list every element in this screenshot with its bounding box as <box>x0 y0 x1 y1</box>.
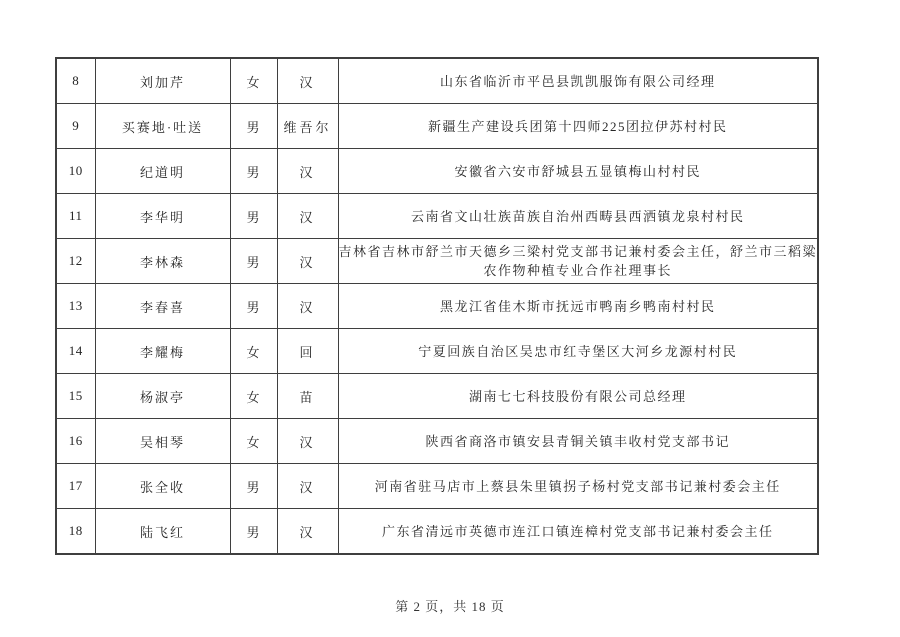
table-row <box>56 509 818 555</box>
cell-number: 15 <box>56 374 95 419</box>
cell-description: 陕西省商洛市镇安县青铜关镇丰收村党支部书记 <box>338 419 818 464</box>
cell-gender: 女 <box>230 58 277 104</box>
cell-name: 李华明 <box>95 194 230 239</box>
cell-name: 李春喜 <box>95 284 230 329</box>
cell-description: 云南省文山壮族苗族自治州西畴县西洒镇龙泉村村民 <box>338 194 818 239</box>
cell-ethnicity: 回 <box>277 329 338 374</box>
cell-description: 湖南七七科技股份有限公司总经理 <box>338 374 818 419</box>
table-row <box>56 329 818 374</box>
cell-description: 吉林省吉林市舒兰市天德乡三梁村党支部书记兼村委会主任，舒兰市三稻粱农作物种植专业合作社理事长 <box>338 239 818 284</box>
cell-number: 18 <box>56 509 95 555</box>
cell-number: 16 <box>56 419 95 464</box>
cell-number: 11 <box>56 194 95 239</box>
cell-name: 纪道明 <box>95 149 230 194</box>
cell-name: 杨淑亭 <box>95 374 230 419</box>
cell-name: 李林森 <box>95 239 230 284</box>
cell-gender: 男 <box>230 509 277 555</box>
table-row <box>56 464 818 509</box>
table-row <box>56 104 818 149</box>
cell-name: 买赛地·吐送 <box>95 104 230 149</box>
table-row <box>56 149 818 194</box>
cell-number: 9 <box>56 104 95 149</box>
cell-number: 17 <box>56 464 95 509</box>
cell-ethnicity: 汉 <box>277 58 338 104</box>
cell-ethnicity: 汉 <box>277 419 338 464</box>
cell-ethnicity: 汉 <box>277 284 338 329</box>
cell-number: 8 <box>56 58 95 104</box>
cell-gender: 男 <box>230 284 277 329</box>
cell-gender: 男 <box>230 239 277 284</box>
cell-ethnicity: 汉 <box>277 239 338 284</box>
cell-name: 张全收 <box>95 464 230 509</box>
cell-description: 广东省清远市英德市连江口镇连樟村党支部书记兼村委会主任 <box>338 509 818 555</box>
cell-ethnicity: 汉 <box>277 194 338 239</box>
cell-number: 10 <box>56 149 95 194</box>
cell-number: 14 <box>56 329 95 374</box>
page-number-footer: 第 2 页，共 18 页 <box>395 599 505 614</box>
table-row <box>56 419 818 464</box>
cell-description: 山东省临沂市平邑县凯凯服饰有限公司经理 <box>338 58 818 104</box>
cell-description: 新疆生产建设兵团第十四师225团拉伊苏村村民 <box>338 104 818 149</box>
cell-gender: 男 <box>230 464 277 509</box>
cell-gender: 男 <box>230 149 277 194</box>
cell-gender: 男 <box>230 194 277 239</box>
cell-description: 宁夏回族自治区吴忠市红寺堡区大河乡龙源村村民 <box>338 329 818 374</box>
cell-ethnicity: 汉 <box>277 464 338 509</box>
cell-gender: 女 <box>230 419 277 464</box>
table-row <box>56 194 818 239</box>
table-row <box>56 374 818 419</box>
cell-number: 13 <box>56 284 95 329</box>
cell-gender: 女 <box>230 374 277 419</box>
cell-name: 陆飞红 <box>95 509 230 555</box>
cell-name: 吴相琴 <box>95 419 230 464</box>
table-row <box>56 284 818 329</box>
cell-ethnicity: 汉 <box>277 149 338 194</box>
table-row <box>56 58 818 104</box>
cell-ethnicity: 苗 <box>277 374 338 419</box>
personnel-table <box>55 57 819 555</box>
cell-description: 黑龙江省佳木斯市抚远市鸭南乡鸭南村村民 <box>338 284 818 329</box>
cell-number: 12 <box>56 239 95 284</box>
cell-description: 安徽省六安市舒城县五显镇梅山村村民 <box>338 149 818 194</box>
cell-gender: 女 <box>230 329 277 374</box>
cell-ethnicity: 维吾尔 <box>277 104 338 149</box>
table-row <box>56 239 818 284</box>
cell-name: 李耀梅 <box>95 329 230 374</box>
cell-ethnicity: 汉 <box>277 509 338 555</box>
cell-gender: 男 <box>230 104 277 149</box>
cell-description: 河南省驻马店市上蔡县朱里镇拐子杨村党支部书记兼村委会主任 <box>338 464 818 509</box>
cell-name: 刘加芹 <box>95 58 230 104</box>
